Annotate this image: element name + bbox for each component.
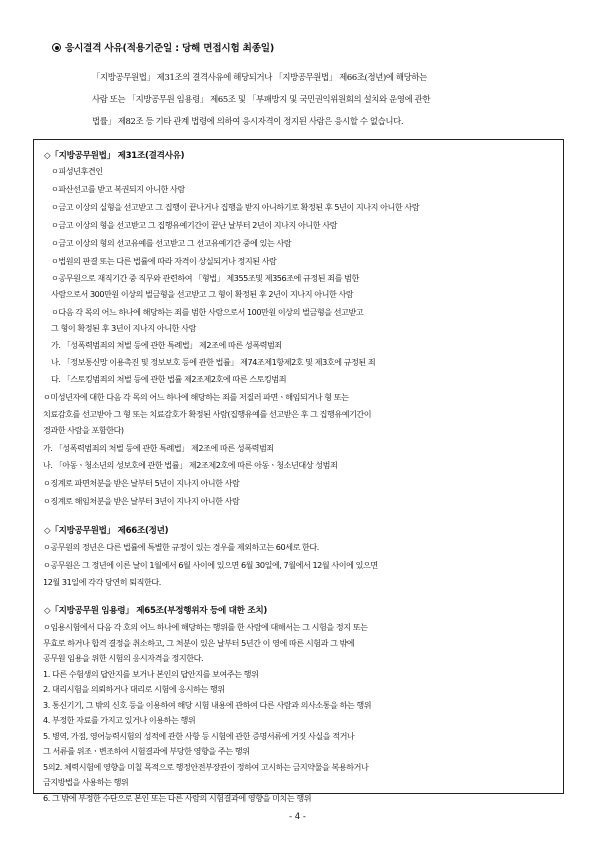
provision-line: ㅇ임용시험에서 다음 각 호의 어느 하나에 해당하는 행위를 한 사람에 대해서는 그 시험을 정지 또는	[43, 622, 368, 632]
intro-line: 사람 또는 「지방공무원 임용령」 제65조 및 「부패방지 및 국민권익위원회의 설치와 운영에 관한	[92, 94, 431, 104]
section-heading-text: 응시결격 사유(적용기준일 : 당해 면접시험 최종일)	[65, 43, 275, 54]
provision-line: 1. 다른 수험생의 답안지를 보거나 본인의 답안지를 보여주는 행위	[43, 668, 259, 679]
legal-provisions-box	[33, 139, 564, 803]
provision-line: 가. 「성폭력범죄의 처벌 등에 관한 특례법」 제2조에 따른 성폭력범죄	[51, 340, 282, 350]
provision-line: 4. 부정한 자료를 가지고 있거나 이용하는 행위	[43, 715, 196, 725]
bullet-icon	[52, 43, 61, 52]
page-number: - 4 -	[289, 812, 306, 822]
provision-line: 그 형이 확정된 후 3년이 지나지 아니한 사람	[51, 323, 196, 333]
provision-line: ㅇ징계로 해임처분을 받은 날부터 3년이 지나지 아니한 사람	[43, 496, 240, 506]
section-title: ◇「지방공무원 임용령」 제65조(부정행위자 등에 대한 조치)	[44, 606, 268, 616]
provision-line: 2. 대리시험을 의뢰하거나 대리로 시험에 응시하는 행위	[43, 684, 225, 694]
provision-line: ㅇ금고 이상의 형의 선고유예를 선고받고 그 선고유예기간 중에 있는 사람	[51, 238, 292, 248]
provision-line: ㅇ미성년자에 대한 다음 각 목의 어느 하나에 해당하는 죄를 저질러 파면ㆍ해임되거나 형 또는	[43, 392, 349, 402]
section-title: ◇「지방공무원법」 제31조(결격사유)	[44, 151, 185, 161]
provision-line: 사람으로서 300만원 이상의 벌금형을 선고받고 그 형이 확정된 후 2년이 지나지 아니한 사람	[51, 289, 354, 299]
provision-line: ㅇ공무원의 정년은 다른 법률에 특별한 규정이 있는 경우를 제외하고는 60세로 한다.	[43, 542, 319, 552]
section-title: ◇「지방공무원법」 제66조(정년)	[44, 526, 169, 536]
provision-line: 6. 그 밖에 부정한 수단으로 본인 또는 다른 사람의 시험결과에 영향을 미치는 행위	[43, 792, 312, 803]
provision-line: 다. 「스토킹범죄의 처벌 등에 관한 법률 제2조제2호에 따른 스토킹범죄	[51, 374, 287, 384]
provision-line: 무효로 하거나 합격 결정을 취소하고, 그 처분이 있은 날부터 5년간 이 영에 따른 시험과 그 밖에	[43, 637, 355, 648]
provision-line: 3. 통신기기, 그 밖의 신호 등을 이용하여 해당 시험 내용에 관하여 다른 사람과 의사소통을 하는 행위	[43, 699, 372, 710]
provision-line: 5의2. 체력시험에 영향을 미칠 목적으로 행정안전부장관이 정하여 고시하는 금지약물을 복용하거나	[43, 761, 369, 772]
provision-line: ㅇ피성년후견인	[51, 166, 103, 176]
provision-line: 공무원 임용을 위한 시험의 응시자격을 정지한다.	[43, 653, 204, 663]
provision-line: 나. 「정보통신망 이용촉진 및 정보보호 등에 관한 법률」 제74조제1항제2호 및 제3호에 규정된 죄	[51, 357, 376, 367]
provision-line: ㅇ징계로 파면처분을 받은 날부터 5년이 지나지 아니한 사람	[43, 478, 240, 488]
provision-line: 금지방법을 사용하는 행위	[43, 777, 129, 787]
provision-line: 그 서류를 위조ㆍ변조하여 시험결과에 부당한 영향을 주는 행위	[43, 746, 250, 756]
provision-line: ㅇ금고 이상의 형을 선고받고 그 집행유예기간이 끝난 날부터 2년이 지나지 아니한 사람	[51, 220, 337, 230]
provision-line: 5. 병역, 가점, 영어능력시험의 성적에 관한 사항 등 시험에 관한 증명서류에 거짓 사실을 적거나	[43, 730, 355, 741]
provision-line: ㅇ공무원으로 재직기간 중 직무와 관련하여 「형법」 제355조및 제356조에 규정된 죄를 범한	[51, 273, 359, 283]
provision-line: ㅇ다음 각 목의 어느 하나에 해당하는 죄를 범한 사람으로서 100만원 이상의 벌금형을 선고받고	[51, 307, 364, 317]
intro-paragraph	[92, 66, 562, 132]
provision-line: 12월 31일에 각각 당연히 퇴직한다.	[43, 577, 161, 587]
provision-line: ㅇ파산선고를 받고 복권되지 아니한 사람	[51, 184, 185, 194]
provision-line: 경과한 사람을 포함한다)	[43, 425, 124, 435]
provision-line: 치료감호를 선고받아 그 형 또는 치료감호가 확정된 사람(집행유예를 선고받은 후 그 집행유예기간이	[43, 409, 372, 419]
section-heading	[52, 40, 274, 54]
provision-line: ㅇ법원의 판결 또는 다른 법률에 따라 자격이 상실되거나 정지된 사람	[51, 256, 277, 266]
provision-line: 나. 「아동ㆍ청소년의 성보호에 관한 법률」 제2조제2호에 따른 아동ㆍ청소년대상 성범죄	[43, 460, 338, 470]
intro-line: 법률」 제82조 등 기타 관계 법령에 의하여 응시자격이 정지된 사람은 응시할 수 없습니다.	[92, 116, 404, 126]
provision-line: ㅇ공무원은 그 정년에 이른 날이 1월에서 6월 사이에 있으면 6월 30일에, 7월에서 12월 사이에 있으면	[43, 560, 378, 570]
provision-line: ㅇ금고 이상의 실형을 선고받고 그 집행이 끝나거나 집행을 받지 아니하기로 확정된 후 5년이 지나지 아니한 사람	[51, 202, 420, 212]
provision-line: 가. 「성폭력범죄의 처벌 등에 관한 특례법」 제2조에 따른 성폭력범죄	[43, 443, 274, 453]
intro-line: 「지방공무원법」 제31조의 결격사유에 해당되거나 「지방공무원법」 제66조(정년)에 해당하는	[92, 72, 427, 82]
